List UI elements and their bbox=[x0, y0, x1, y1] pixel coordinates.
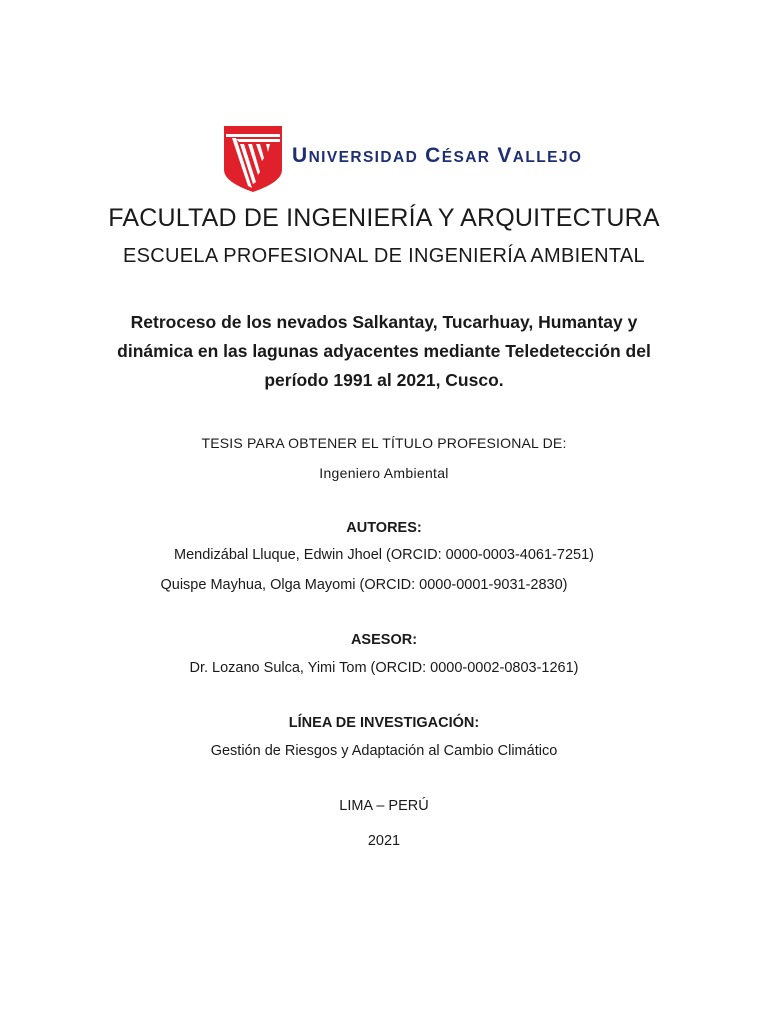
thesis-title-line-3: período 1991 al 2021, Cusco. bbox=[264, 370, 504, 390]
shield-emblem-icon bbox=[222, 124, 286, 194]
university-logo bbox=[222, 124, 583, 194]
advisor-heading: ASESOR: bbox=[350, 632, 418, 648]
place-label: LIMA – PERÚ bbox=[339, 798, 429, 814]
research-line-heading: LÍNEA DE INVESTIGACIÓN: bbox=[288, 715, 480, 731]
faculty-heading: FACULTAD DE INGENIERÍA Y ARQUITECTURA bbox=[108, 204, 660, 232]
university-wordmark: UNIVERSIDAD CÉSAR VALLEJO bbox=[292, 144, 583, 167]
thesis-degree-label: TESIS PARA OBTENER EL TÍTULO PROFESIONAL DE: bbox=[201, 435, 567, 451]
authors-heading: AUTORES: bbox=[346, 520, 422, 536]
thesis-title-line-2: dinámica en las lagunas adyacentes mediante Teledetección del bbox=[117, 341, 651, 361]
research-line-value: Gestión de Riesgos y Adaptación al Cambio Climático bbox=[210, 743, 558, 759]
advisor-name: Dr. Lozano Sulca, Yimi Tom (ORCID: 0000-0002-0803-1261) bbox=[189, 660, 579, 676]
year-label: 2021 bbox=[367, 833, 401, 849]
author-item: Quispe Mayhua, Olga Mayomi (ORCID: 0000-0001-9031-2830) bbox=[160, 577, 568, 593]
degree-name: Ingeniero Ambiental bbox=[319, 465, 449, 481]
thesis-title-line-1: Retroceso de los nevados Salkantay, Tucarhuay, Humantay y bbox=[130, 312, 638, 332]
school-heading: ESCUELA PROFESIONAL DE INGENIERÍA AMBIENTAL bbox=[123, 245, 645, 267]
author-item: Mendizábal Lluque, Edwin Jhoel (ORCID: 0000-0003-4061-7251) bbox=[174, 547, 594, 563]
